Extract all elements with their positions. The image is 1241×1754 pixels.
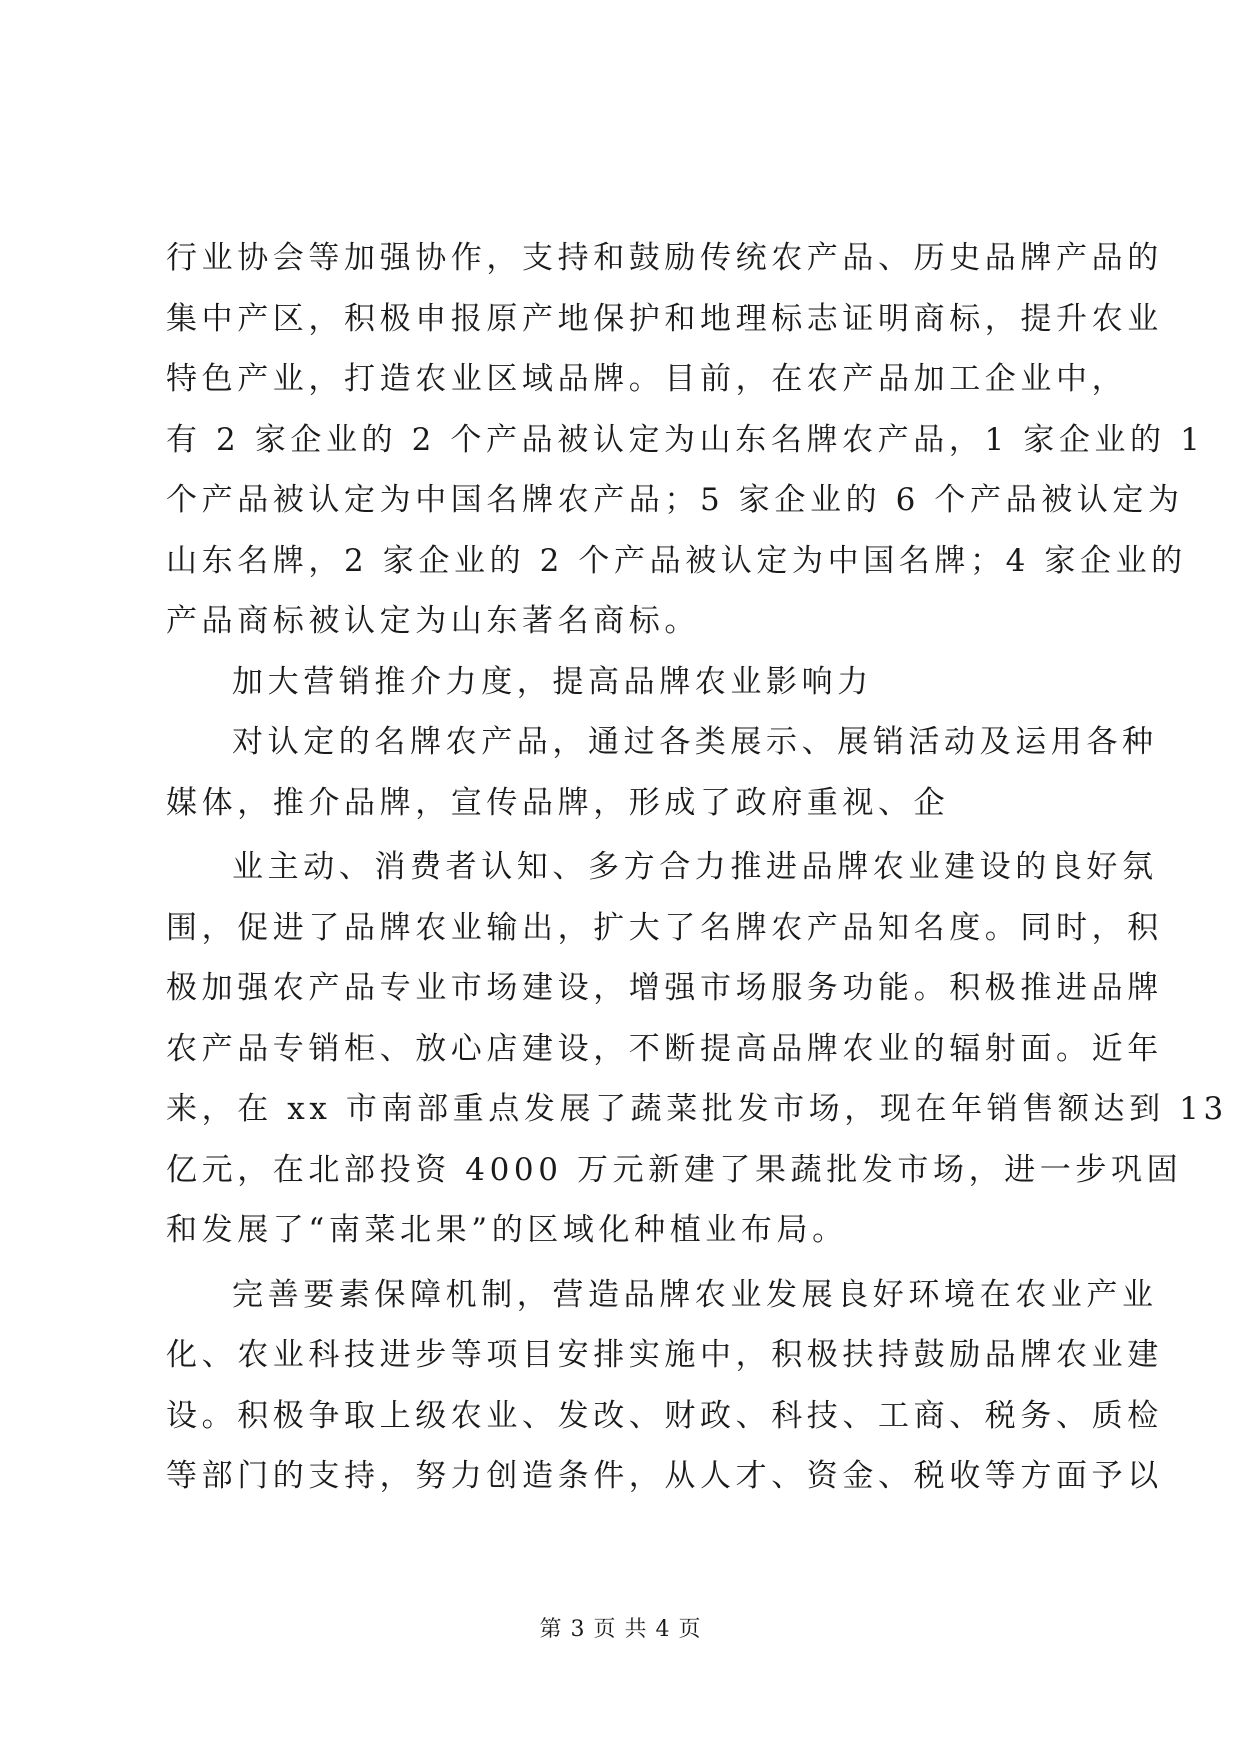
text-line: 来，在 xx 市南部重点发展了蔬菜批发市场，现在年销售额达到 13 bbox=[166, 1091, 1228, 1127]
text-line: 农产品专销柜、放心店建设，不断提高品牌农业的辐射面。近年 bbox=[166, 1030, 1163, 1067]
section-heading: 加大营销推介力度，提高品牌农业影响力 bbox=[232, 663, 873, 700]
text-line: 媒体，推介品牌，宣传品牌，形成了政府重视、企 bbox=[166, 784, 950, 821]
text-line: 对认定的名牌农产品，通过各类展示、展销活动及运用各种 bbox=[232, 724, 1158, 760]
text-line: 围，促进了品牌农业输出，扩大了名牌农产品知名度。同时，积 bbox=[166, 909, 1163, 946]
page-number-label: 第 3 页 共 4 页 bbox=[539, 1617, 702, 1642]
document-body bbox=[166, 228, 1228, 1507]
text-line: 完善要素保障机制，营造品牌农业发展良好环境在农业产业 bbox=[232, 1276, 1158, 1313]
text-line: 化、农业科技进步等项目安排实施中，积极扶持鼓励品牌农业建 bbox=[166, 1337, 1163, 1373]
text-line: 行业协会等加强协作，支持和鼓励传统农产品、历史品牌产品的 bbox=[166, 240, 1163, 276]
text-line: 有 2 家企业的 2 个产品被认定为山东名牌农产品，1 家企业的 1 bbox=[166, 421, 1205, 458]
text-line: 等部门的支持，努力创造条件，从人才、资金、税收等方面予以 bbox=[166, 1458, 1163, 1494]
text-line: 和发展了“南菜北果”的区域化种植业布局。 bbox=[166, 1212, 848, 1248]
text-line: 产品商标被认定为山东著名商标。 bbox=[166, 603, 700, 639]
text-line: 山东名牌，2 家企业的 2 个产品被认定为中国名牌；4 家企业的 bbox=[166, 542, 1187, 579]
text-line: 设。积极争取上级农业、发改、财政、科技、工商、税务、质检 bbox=[166, 1397, 1163, 1434]
text-line: 亿元，在北部投资 4000 万元新建了果蔬批发市场，进一步巩固 bbox=[166, 1151, 1183, 1188]
text-line: 集中产区，积极申报原产地保护和地理标志证明商标，提升农业 bbox=[166, 300, 1163, 337]
page-footer bbox=[0, 1612, 1241, 1643]
text-line: 极加强农产品专业市场建设，增强市场服务功能。积极推进品牌 bbox=[166, 970, 1163, 1006]
text-line: 个产品被认定为中国名牌农产品；5 家企业的 6 个产品被认定为 bbox=[166, 482, 1184, 518]
text-line: 业主动、消费者认知、多方合力推进品牌农业建设的良好氛 bbox=[232, 849, 1158, 885]
text-line: 特色产业，打造农业区域品牌。目前，在农产品加工企业中， bbox=[166, 361, 1128, 397]
